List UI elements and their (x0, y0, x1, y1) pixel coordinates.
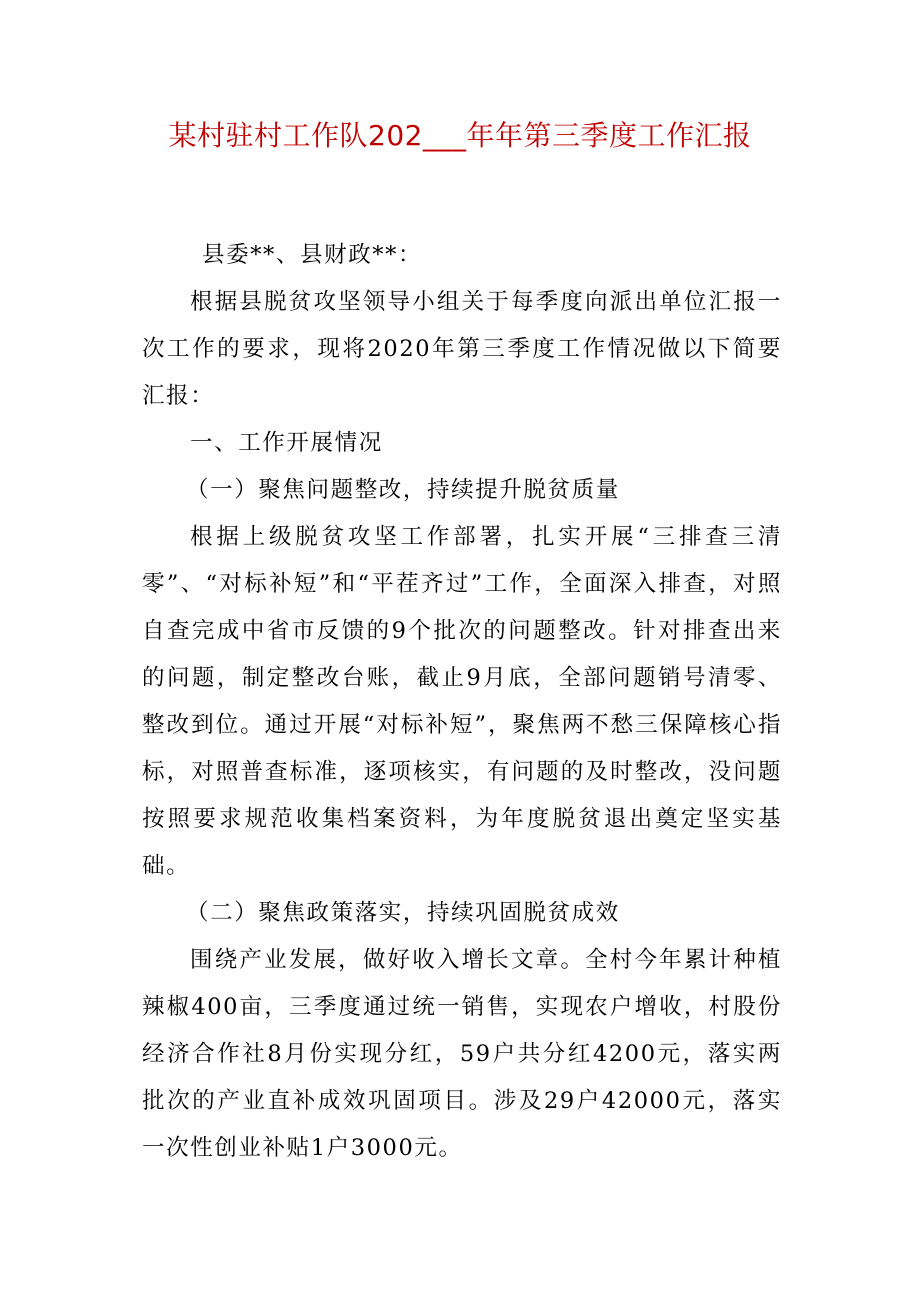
subsection-paragraph-1: 根据上级脱贫攻坚工作部署，扎实开展“三排查三清零”、“对标补短”和“平茬齐过”工作，全面深入排查，对照自查完成中省市反馈的9个批次的问题整改。针对排查出来的问题，制定整改台账，截止9月底，全部问题销号清零、整改到位。通过开展“对标补短”，聚焦两不愁三保障核心指标，对照普查标准，逐项核实，有问题的及时整改，没问题按照要求规范收集档案资料，为年度脱贫退出奠定坚实基础。 (142, 524, 782, 879)
subsection-paragraph-2: 围绕产业发展，做好收入增长文章。全村今年累计种植辣椒400亩，三季度通过统一销售，实现农户增收，村股份经济合作社8月份实现分红，59户共分红4200元，落实两批次的产业直补成效巩固项目。涉及29户42000元，落实一次性创业补贴1户3000元。 (142, 947, 782, 1161)
subsection-heading-1: （一）聚焦问题整改，持续提升脱贫质量 (186, 477, 620, 503)
intro-paragraph: 根据县脱贫攻坚领导小组关于每季度向派出单位汇报一次工作的要求，现将2020年第三季度工作情况做以下简要汇报： (142, 289, 782, 409)
salutation: 县委**、县财政**： (202, 242, 423, 268)
subsection-heading-2: （二）聚焦政策落实，持续巩固脱贫成效 (186, 900, 620, 926)
document-title: 某村驻村工作队202___年年第三季度工作汇报 (168, 119, 752, 152)
document-body (142, 232, 782, 1172)
section-heading: 一、工作开展情况 (190, 430, 383, 456)
